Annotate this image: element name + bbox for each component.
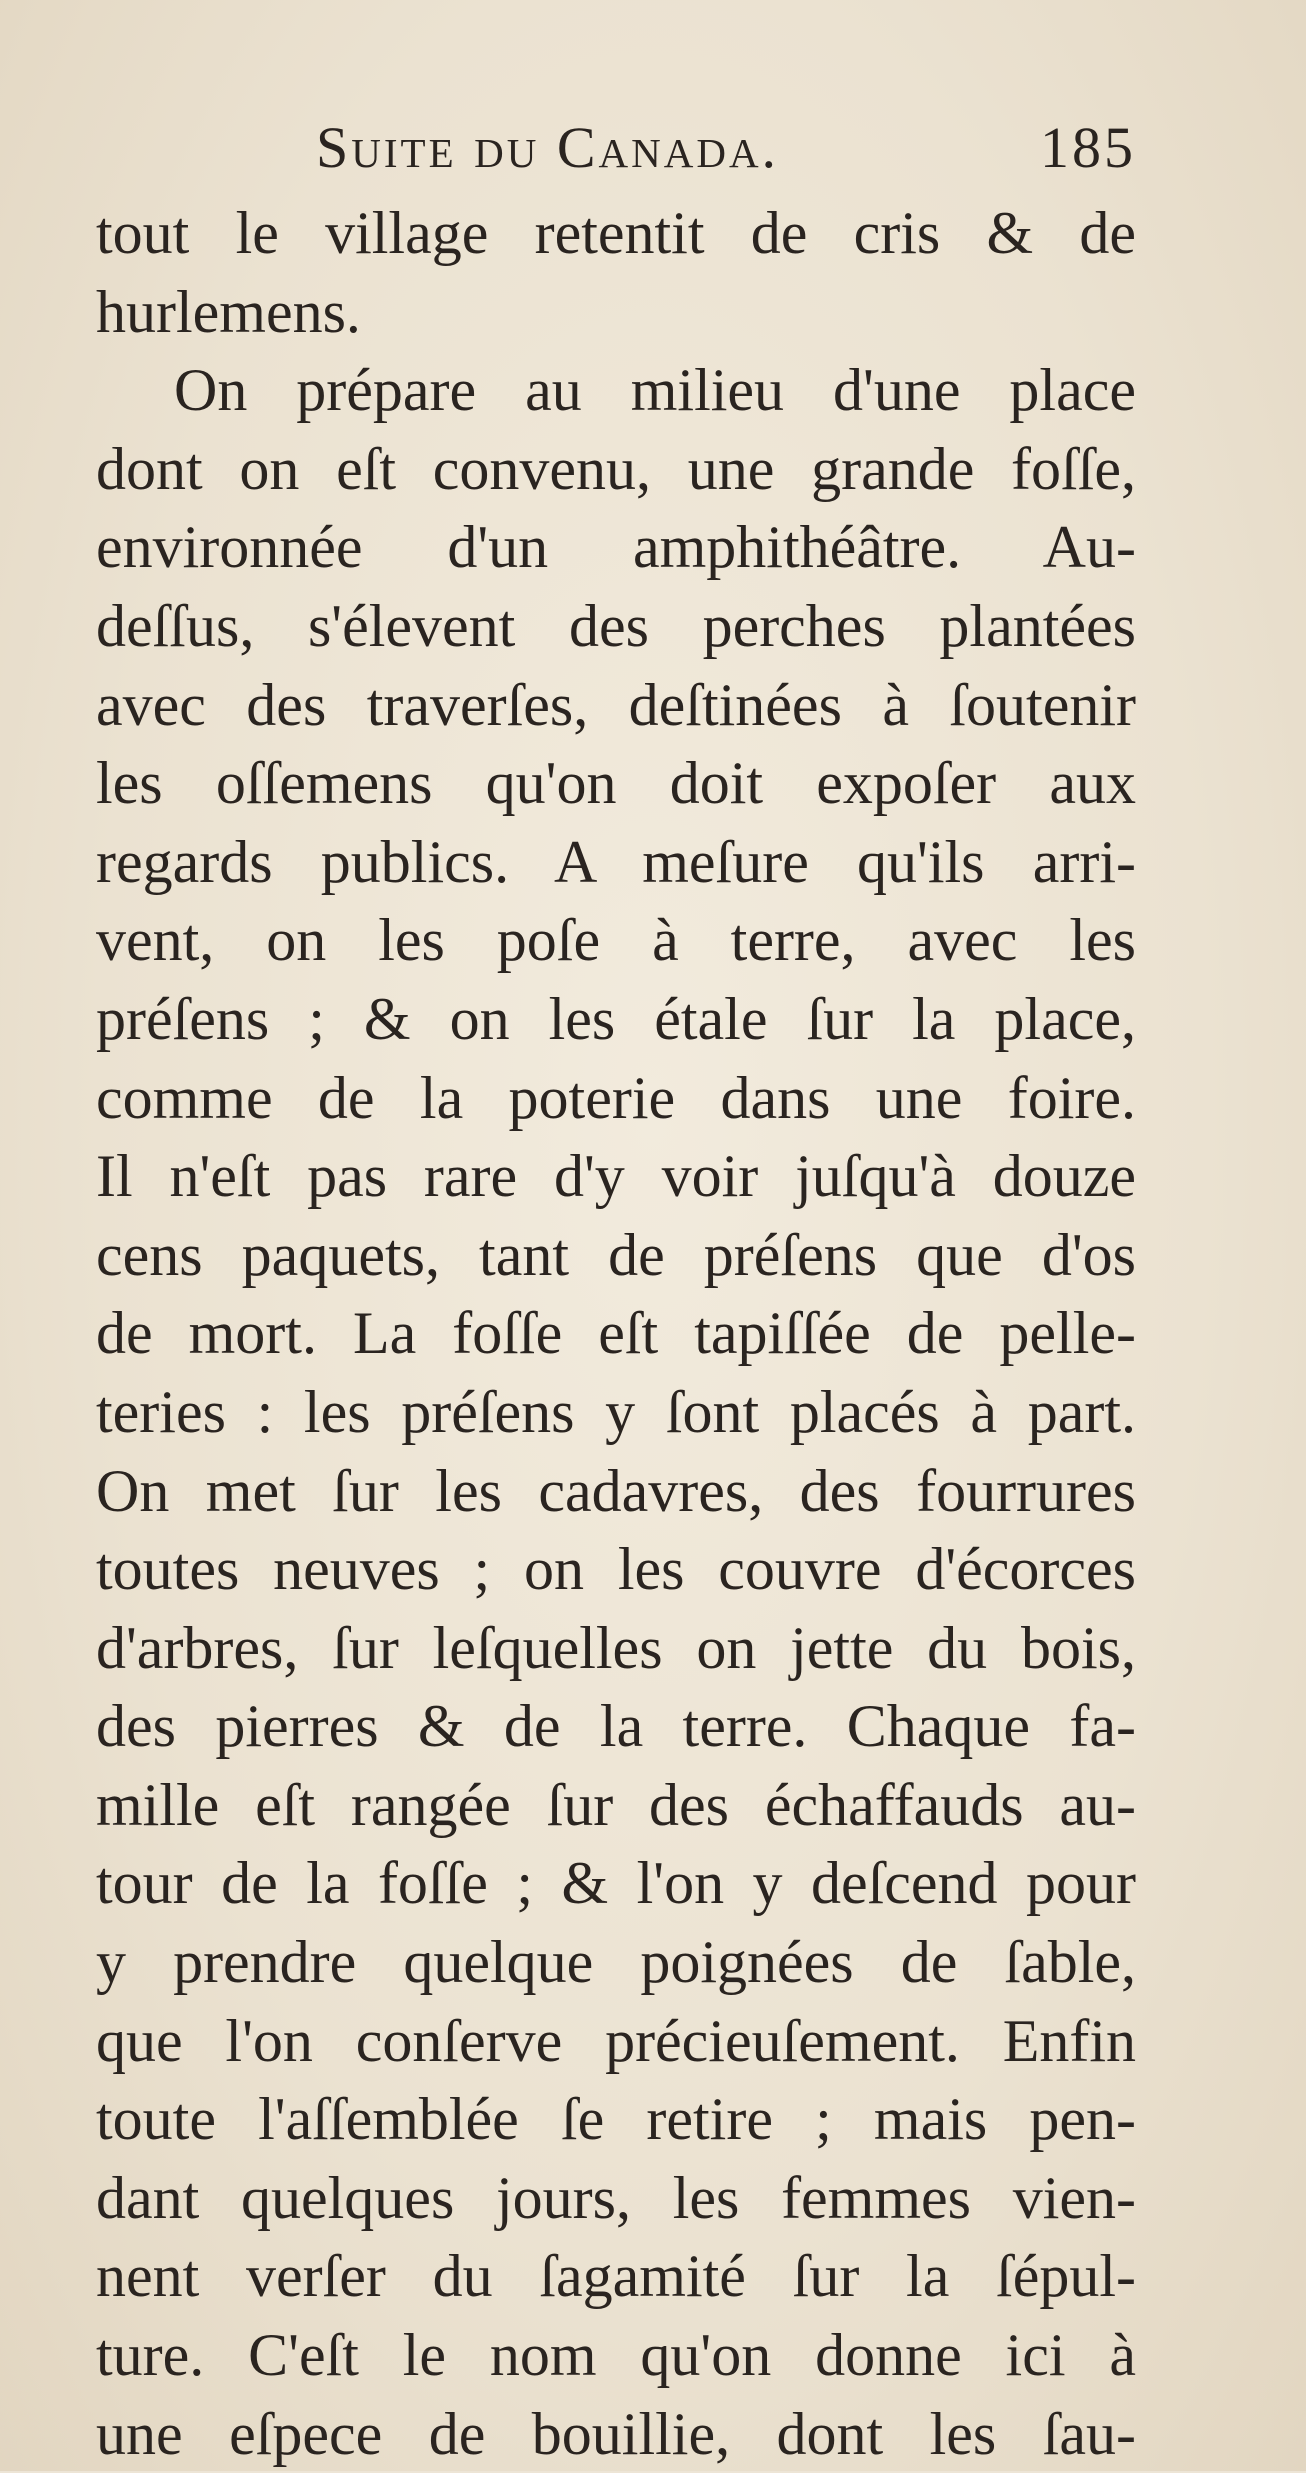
- text-line: préſens ; & on les étale ſur la place,: [96, 985, 1136, 1052]
- text-line: regards publics. A meſure qu'ils arri-: [96, 828, 1136, 895]
- text-line: d'arbres, ſur leſquelles on jette du bois,: [96, 1614, 1136, 1681]
- text-line: On prépare au milieu d'une place: [174, 357, 1136, 424]
- text-line: avec des traverſes, deſtinées à ſoutenir: [96, 671, 1136, 738]
- text-line: tour de la foſſe ; & l'on y deſcend pour: [96, 1850, 1136, 1917]
- text-line: de mort. La foſſe eſt tapiſſée de pelle-: [96, 1300, 1136, 1367]
- text-line: y prendre quelque poignées de ſable,: [96, 1929, 1136, 1996]
- text-line: tout le village retentit de cris & de: [96, 200, 1136, 266]
- text-line: Il n'eſt pas rare d'y voir juſqu'à douze: [96, 1143, 1136, 1210]
- text-line: On met ſur les cadavres, des fourrures: [96, 1457, 1136, 1524]
- text-line: deſſus, s'élevent des perches plantées: [96, 592, 1136, 659]
- running-head: [96, 98, 1136, 194]
- text-line: environnée d'un amphithéâtre. Au-: [96, 514, 1136, 581]
- text-line: nent verſer du ſagamité ſur la ſépul-: [96, 2243, 1136, 2310]
- text-line: hurlemens.: [96, 278, 361, 345]
- text-line: vent, on les poſe à terre, avec les: [96, 907, 1136, 974]
- text-line: comme de la poterie dans une foire.: [96, 1064, 1136, 1131]
- text-line: les oſſemens qu'on doit expoſer aux: [96, 750, 1136, 817]
- text-line: ture. C'eſt le nom qu'on donne ici à: [96, 2322, 1136, 2389]
- text-line: des pierres & de la terre. Chaque fa-: [96, 1693, 1136, 1760]
- text-line: dont on eſt convenu, une grande foſſe,: [96, 435, 1136, 502]
- text-line: que l'on conſerve précieuſement. Enfin: [96, 2007, 1136, 2074]
- text-line: toute l'aſſemblée ſe retire ; mais pen-: [96, 2086, 1136, 2153]
- text-block: [96, 98, 1136, 2473]
- text-line: mille eſt rangée ſur des échaffauds au-: [96, 1771, 1136, 1838]
- text-line: cens paquets, tant de préſens que d'os: [96, 1221, 1136, 1288]
- text-line: dant quelques jours, les femmes vien-: [96, 2164, 1136, 2231]
- text-line: teries : les préſens y ſont placés à part.: [96, 1378, 1136, 1445]
- running-title: Suite du Canada.: [316, 115, 780, 180]
- text-line: une eſpece de bouillie, dont les ſau-: [96, 2400, 1136, 2467]
- body-text: [96, 194, 1136, 2473]
- text-line: toutes neuves ; on les couvre d'écorces: [96, 1536, 1136, 1603]
- page-number: 185: [1040, 115, 1136, 180]
